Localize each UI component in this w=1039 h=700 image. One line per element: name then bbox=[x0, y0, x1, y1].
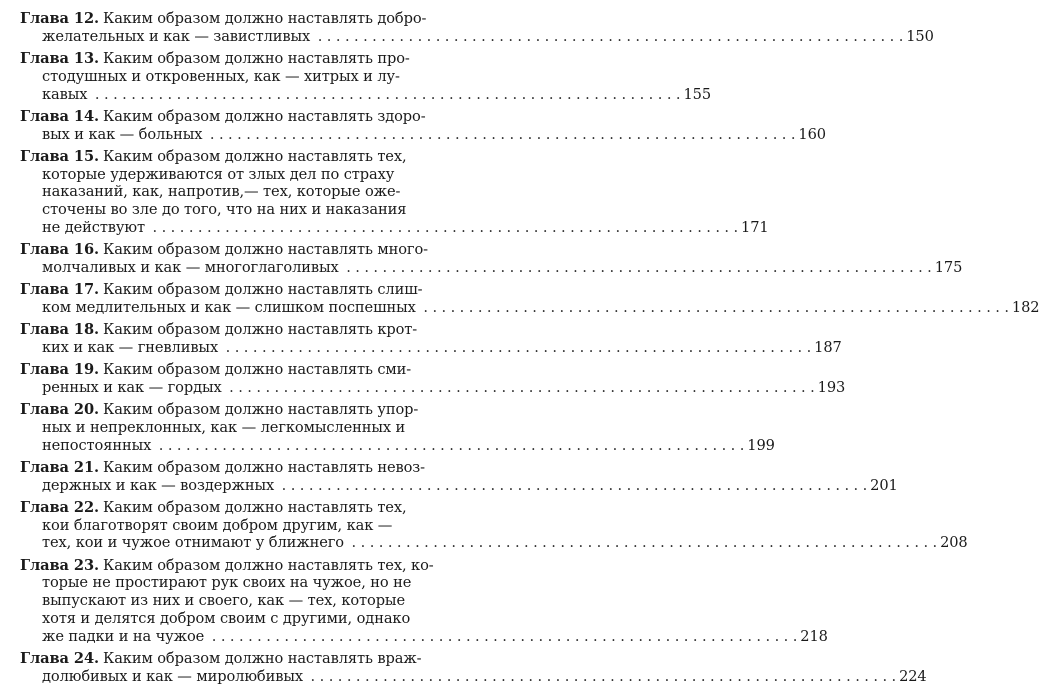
page-number: 199 bbox=[747, 436, 775, 454]
toc-entry-line bbox=[20, 649, 422, 668]
dot-leader bbox=[154, 437, 744, 454]
chapter-label: Глава 19. bbox=[20, 361, 99, 378]
page-number: 175 bbox=[934, 258, 963, 276]
chapter-label: Глава 20. bbox=[20, 401, 99, 418]
toc-entry-last-line bbox=[20, 125, 826, 144]
toc-entry-line bbox=[20, 609, 411, 628]
toc-entry-last-line bbox=[20, 27, 934, 46]
toc-entry-text: ренных и как — гордых bbox=[42, 378, 222, 396]
dot-leader bbox=[90, 86, 680, 103]
toc-entry-text: хотя и делятся добром своим с другими, однако bbox=[42, 609, 411, 627]
toc-entry bbox=[20, 458, 898, 495]
toc-entry-text: Каким образом должно наставлять много- bbox=[103, 241, 428, 258]
page-number: 218 bbox=[800, 627, 828, 645]
dot-leader bbox=[221, 339, 811, 356]
dot-leader bbox=[207, 628, 797, 645]
toc-entry-text: Каким образом должно наставлять здоро- bbox=[103, 107, 426, 125]
toc-entry-text: сточены во зле до того, что на них и наказания bbox=[42, 201, 407, 218]
toc-entry-line bbox=[20, 498, 407, 517]
toc-entry-text: Каким образом должно наставлять сми- bbox=[103, 361, 412, 378]
toc-entry-text: долюбивых и как — миролюбивых bbox=[42, 667, 303, 685]
toc-entry-line bbox=[20, 401, 419, 419]
chapter-label: Глава 14. bbox=[20, 107, 99, 125]
toc-entry-last-line bbox=[20, 378, 846, 397]
chapter-label: Глава 18. bbox=[20, 321, 99, 338]
toc-entry-text: Каким образом должно наставлять невоз- bbox=[103, 458, 425, 476]
toc-entry bbox=[20, 107, 826, 144]
dot-leader bbox=[306, 668, 896, 685]
toc-entry-text: ных и непреклонных, как — легкомысленных и bbox=[42, 418, 406, 436]
toc-entry-text: Каким образом должно наставлять враж- bbox=[103, 649, 422, 667]
page-number: 208 bbox=[940, 534, 968, 552]
chapter-label: Глава 16. bbox=[20, 241, 99, 258]
toc-entry-line bbox=[20, 107, 426, 126]
toc-entry bbox=[20, 10, 934, 46]
chapter-label: Глава 13. bbox=[20, 50, 99, 67]
chapter-label: Глава 12. bbox=[20, 10, 99, 27]
toc-entry-text: торые не простирают рук своих на чужое, но не bbox=[42, 574, 412, 592]
toc-entry-text: Каким образом должно наставлять добро- bbox=[103, 10, 427, 27]
toc-entry-line bbox=[20, 281, 423, 299]
toc-entry-text: Каким образом должно наставлять тех, bbox=[103, 498, 407, 516]
toc-entry-line bbox=[20, 574, 412, 592]
dot-leader bbox=[205, 126, 795, 143]
toc-entry-text: вых и как — больных bbox=[42, 125, 203, 143]
page-number: 150 bbox=[906, 27, 934, 45]
toc-entry-text: тех, кои и чужое отнимают у ближнего bbox=[42, 534, 344, 552]
toc-entry bbox=[20, 241, 963, 277]
toc-entry-text: Каким образом должно наставлять тех, ко- bbox=[103, 556, 434, 574]
toc-entry-line bbox=[20, 10, 427, 28]
toc-entry-text: Каким образом должно наставлять упор- bbox=[103, 401, 419, 418]
toc-entry-last-line bbox=[20, 476, 898, 495]
toc-entry-text: кои благотворят своим добром другим, как — bbox=[42, 516, 393, 534]
toc-entry-text: наказаний, как, напротив,— тех, которые оже- bbox=[42, 183, 401, 201]
toc-entry bbox=[20, 50, 712, 103]
toc-entry-line bbox=[20, 592, 405, 610]
toc-entry-text: Каким образом должно наставлять тех, bbox=[103, 147, 407, 165]
toc-entry-line bbox=[20, 556, 434, 575]
toc-entry-text: Каким образом должно наставлять слиш- bbox=[103, 281, 423, 298]
chapter-label: Глава 22. bbox=[20, 498, 99, 516]
page-number: 171 bbox=[741, 218, 769, 236]
toc-entry-text: Каким образом должно наставлять про- bbox=[103, 50, 410, 67]
dot-leader bbox=[225, 379, 815, 396]
toc-entry-text: держных и как — воздержных bbox=[42, 476, 275, 494]
page-number: 187 bbox=[814, 338, 842, 356]
toc-entry-text: же падки и на чужое bbox=[42, 627, 205, 645]
toc-entry bbox=[20, 361, 846, 397]
toc-entry-text: Каким образом должно наставлять крот- bbox=[103, 321, 418, 338]
toc-entry bbox=[20, 649, 927, 686]
chapter-label: Глава 23. bbox=[20, 556, 99, 574]
page-number: 224 bbox=[899, 667, 927, 685]
toc-entry bbox=[20, 556, 828, 646]
chapter-label: Глава 24. bbox=[20, 649, 99, 667]
toc-entry-text: выпускают из них и своего, как — тех, которые bbox=[42, 592, 405, 609]
toc-entry bbox=[20, 401, 775, 454]
toc-entry-text: молчаливых и как — многоглаголивых bbox=[42, 258, 339, 276]
toc-entry-line bbox=[20, 183, 401, 201]
toc-entry-last-line bbox=[20, 258, 963, 277]
toc-entry-text: кавых bbox=[42, 85, 88, 103]
toc-entry-line bbox=[20, 361, 412, 379]
toc-entry-text: желательных и как — завистливых bbox=[42, 27, 311, 45]
table-of-contents bbox=[20, 10, 1039, 690]
toc-entry-line bbox=[20, 241, 428, 259]
dot-leader bbox=[313, 28, 903, 45]
dot-leader bbox=[277, 477, 867, 494]
toc-entry-text: не действуют bbox=[42, 218, 145, 236]
toc-entry-line bbox=[20, 147, 407, 166]
dot-leader bbox=[347, 534, 937, 551]
toc-entry-last-line bbox=[20, 667, 927, 686]
page-number: 155 bbox=[683, 85, 712, 103]
chapter-label: Глава 15. bbox=[20, 147, 99, 165]
toc-entry-last-line bbox=[20, 338, 842, 357]
toc-entry-text: которые удерживаются от злых дел по страху bbox=[42, 165, 395, 183]
toc-entry bbox=[20, 147, 769, 237]
dot-leader bbox=[419, 299, 1009, 316]
toc-entry-line bbox=[20, 418, 406, 437]
page-number: 201 bbox=[870, 476, 898, 494]
page-number: 193 bbox=[817, 378, 846, 396]
toc-entry-line bbox=[20, 166, 396, 184]
toc-entry-line bbox=[20, 201, 407, 219]
toc-entry-text: ких и как — гневливых bbox=[42, 338, 219, 356]
toc-entry bbox=[20, 498, 968, 552]
toc-entry-last-line bbox=[20, 627, 828, 646]
toc-entry-last-line bbox=[20, 298, 1039, 317]
toc-entry bbox=[20, 281, 1039, 317]
toc-entry-line bbox=[20, 50, 410, 68]
toc-entry-text: ком медлительных и как — слишком поспешных bbox=[42, 298, 416, 316]
toc-entry-last-line bbox=[20, 218, 769, 237]
chapter-label: Глава 17. bbox=[20, 281, 99, 298]
dot-leader bbox=[342, 259, 932, 276]
toc-entry-last-line bbox=[20, 85, 712, 104]
toc-entry-line bbox=[20, 67, 400, 86]
toc-entry-text: непостоянных bbox=[42, 436, 152, 454]
toc-entry-line bbox=[20, 458, 425, 477]
toc-entry-last-line bbox=[20, 534, 968, 552]
dot-leader bbox=[148, 219, 738, 236]
toc-entry-line bbox=[20, 321, 418, 339]
page-number: 182 bbox=[1011, 298, 1039, 316]
toc-entry-line bbox=[20, 517, 396, 535]
toc-entry bbox=[20, 321, 842, 357]
chapter-label: Глава 21. bbox=[20, 458, 99, 476]
page-number: 160 bbox=[798, 125, 826, 143]
toc-entry-text: стодушных и откровенных, как — хитрых и лу- bbox=[42, 67, 400, 85]
toc-entry-last-line bbox=[20, 436, 775, 455]
